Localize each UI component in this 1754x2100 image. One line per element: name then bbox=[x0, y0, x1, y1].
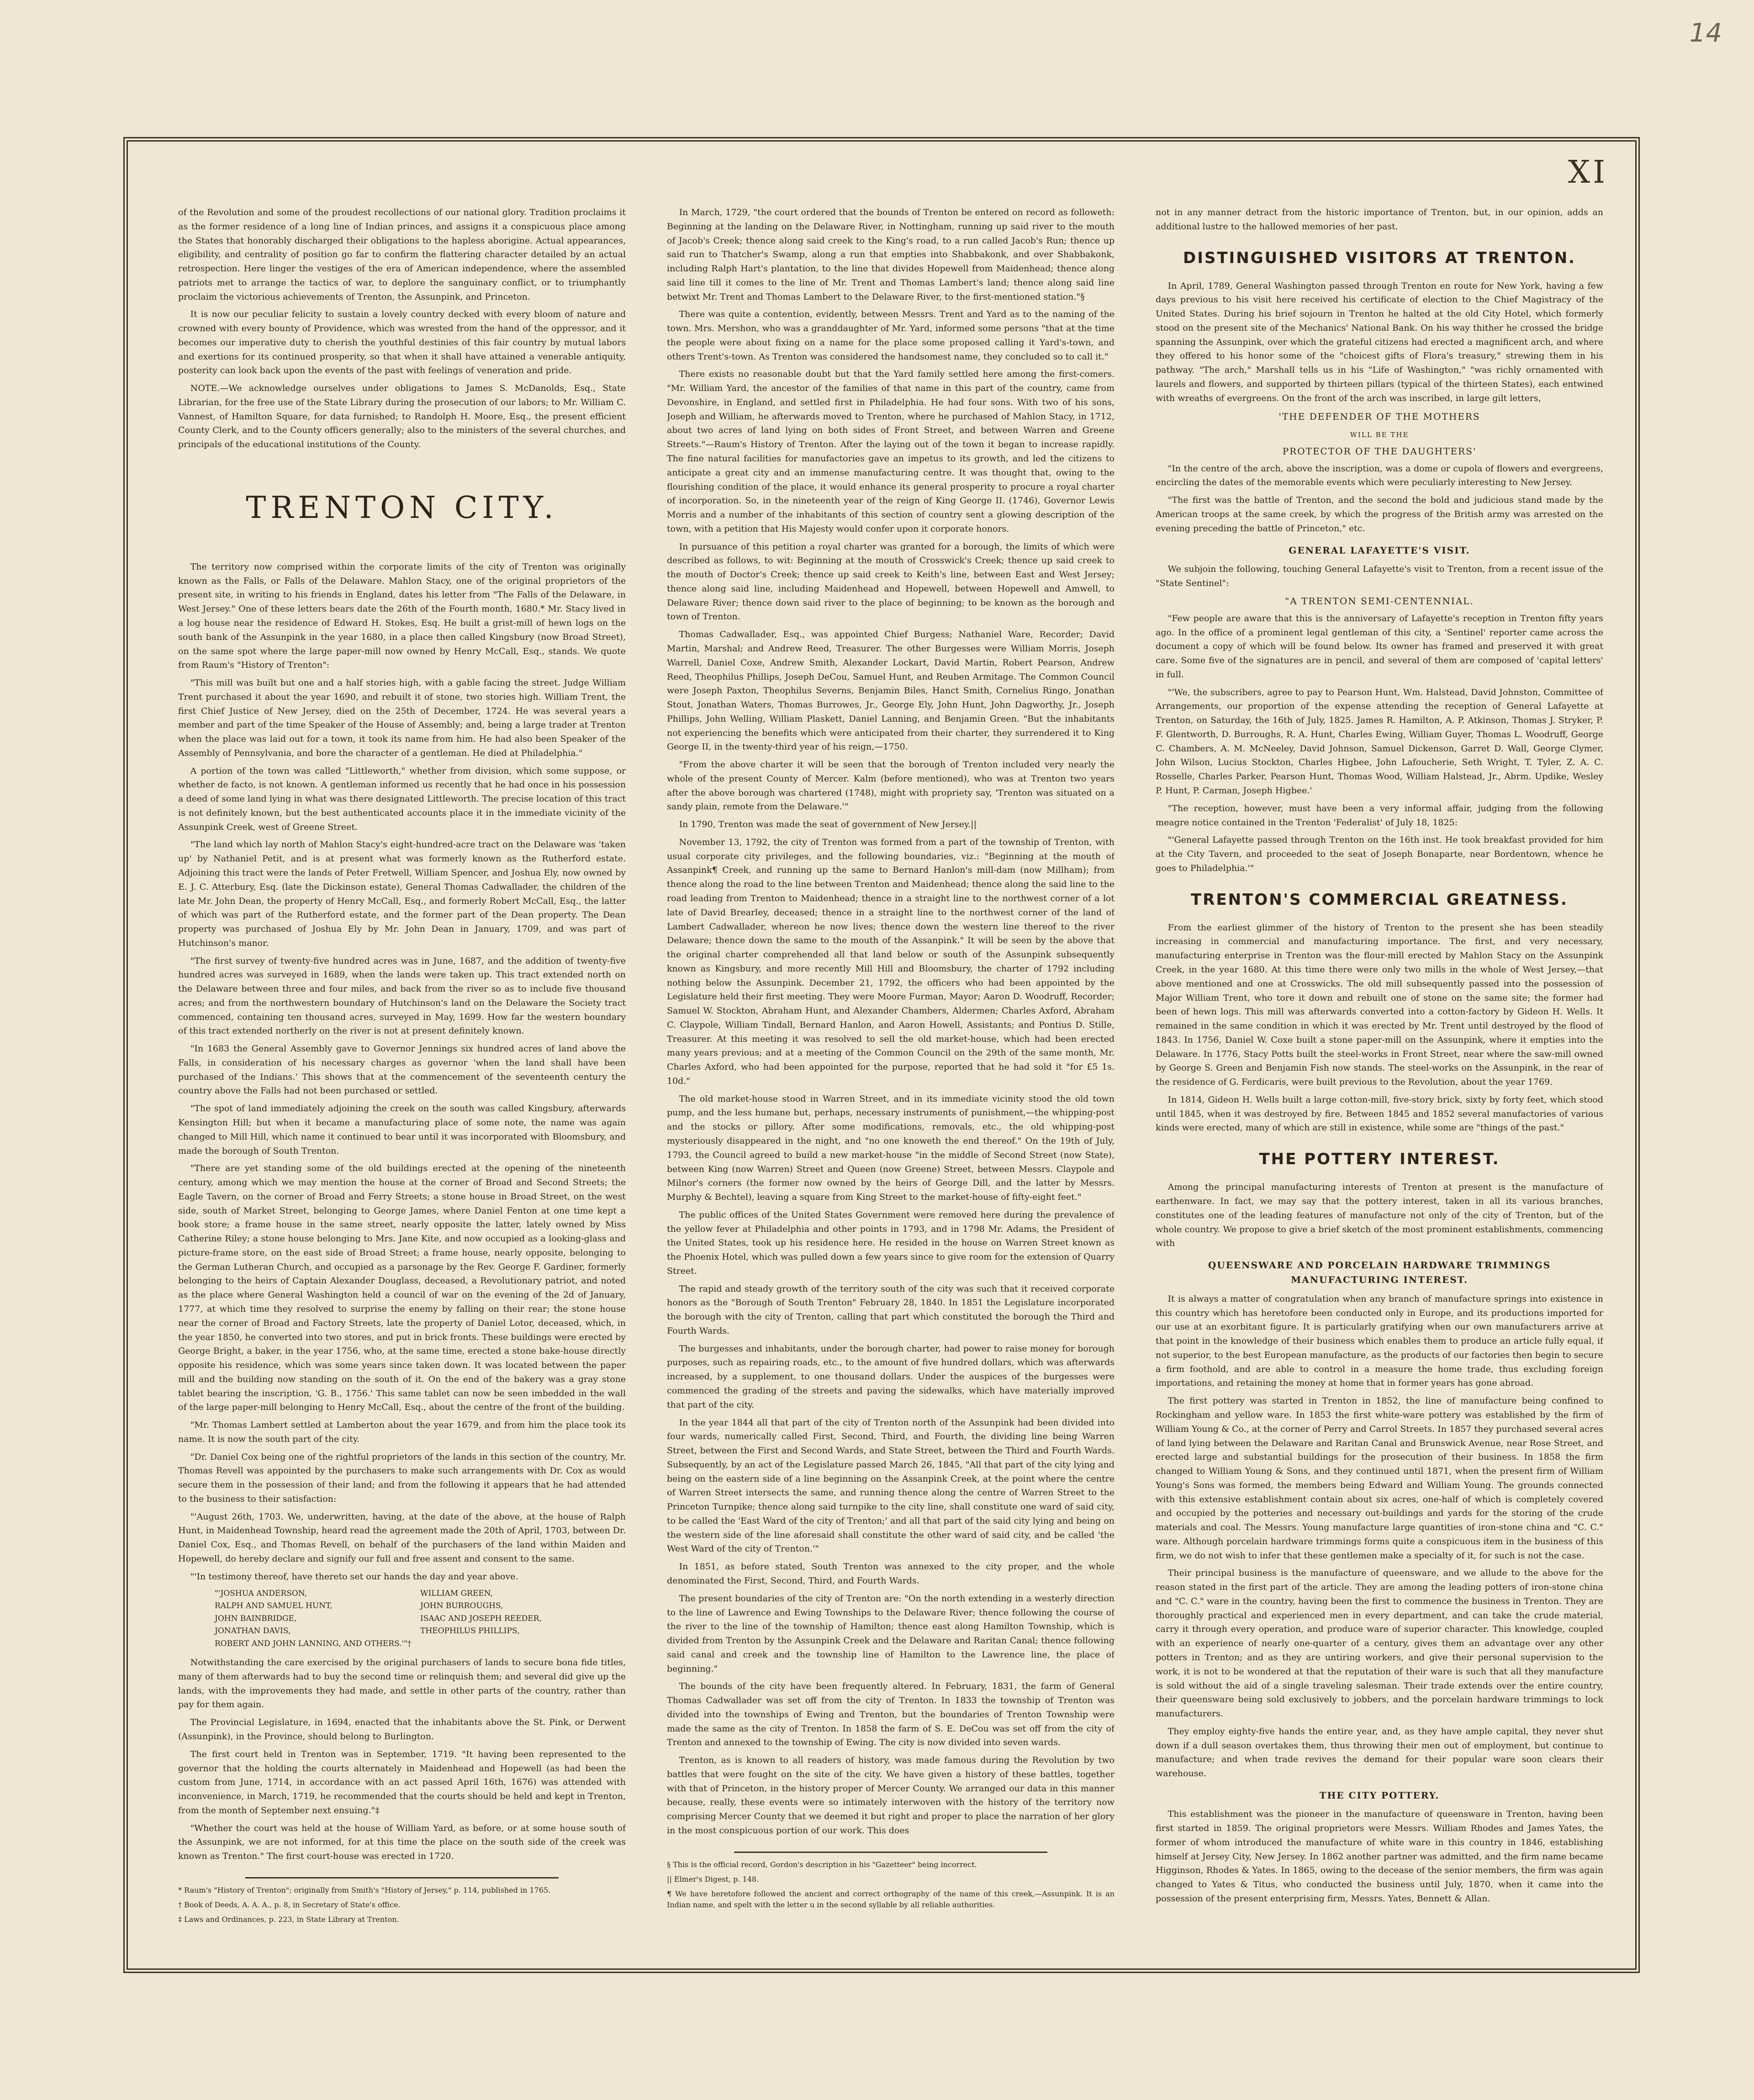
lafayette-p: "'General Lafayette passed through Trenton on the 16th inst. He took breakfast provided for him at the City Tavern, and proceeded to the seat of Joseph Bonaparte, near Bordentown, whence he goes to Philadelphia.'" bbox=[1156, 835, 1603, 873]
left-body2-p: The Provincial Legislature, in 1694, enacted that the inhabitants above the St. Pink, or Derwent (Assunpink), in the Province, should belong to Burlington. bbox=[178, 1717, 626, 1741]
left-body-p: "This mill was built but one and a half stories high, with a gable facing the street. Judge William Trent purchased it about the year 1690, and rebuilt it of stone, two stories high. William Trent, the first Chief Justice of New Jersey, died on the 25th of December, 1724. He was several years a member and part of the time Speaker of the House of Assembly; and, being a large trader at Trenton when the place was laid out for a town, it took its name from him. He had also been Speaker of the Assembly of Pennsylvania, and bore the character of a gentleman. He died at Philadelphia." bbox=[178, 678, 626, 758]
left-body-p: "The first survey of twenty-five hundred acres was in June, 1687, and the addition of twenty-five hundred acres was surveyed in 1689, when the lands were taken up. This tract extended north on the Delaware between three and four miles, and back from the river so as to include five thousand acres; and from the northwestern boundary of Hutchinson's land on the Delaware the Society tract commenced, containing ten thousand acres, surveyed in May, 1699. How far the western boundary of this tract extended northerly on the river is not at present definitely known. bbox=[178, 955, 626, 1036]
signatory: ROBERT AND JOHN LANNING, AND OTHERS.'"† bbox=[215, 1639, 412, 1648]
left-intro-2: It is now our peculiar felicity to sustain a lovely country decked with every bloom of nature and crowned with every bounty of Providence, which was wrested from the hand of the oppressor, and it becomes our imperative duty to cherish the youthful destinies of this fair country by mutual labors and exertions for its continued prosperity, so that when it shall have attained a venerable antiquity, posterity can look back upon the events of the past with feelings of veneration and pride. bbox=[178, 309, 626, 376]
left-note: NOTE.—We acknowledge ourselves under obligations to James S. McDanolds, Esq., State Librarian, for the free use of the State Library during the prosecution of our labors; to Mr. William C. Vannest, of Hamilton Square, for data furnished; to Randolph H. Moore, Esq., the present efficient County Clerk, and to the County officers generally; also to the ministers of the several churches, and principals of the educational institutions of the County. bbox=[178, 383, 626, 450]
left-body-p: "'In testimony thereof, have thereto set our hands the day and year above. bbox=[190, 1571, 518, 1582]
semi-centennial-heading: "A TRENTON SEMI-CENTENNIAL. bbox=[1285, 596, 1474, 607]
commercial-p: In 1814, Gideon H. Wells built a large cotton-mill, five-story brick, sixty by forty feet, which stood until 1845, when it was destroyed by fire. Between 1845 and 1852 several manufactories of various kinds were erected, many of which are still in existence, while some are "things of the past." bbox=[1156, 1094, 1603, 1133]
trenton-city-title: TRENTON CITY. bbox=[246, 490, 558, 526]
queensware-p: The first pottery was started in Trenton in 1852, the line of manufacture being confined to Rockingham and yellow ware. In 1853 the first white-ware pottery was established by the firm of William Young & Co., at the corner of Perry and Carrol Streets. In 1857 they purchased several acres of land lying between the Delaware and Raritan Canal and Brunswick Avenue, near Rose Street, and erected large and substantial buildings for the prosecution of their business. In 1858 the firm changed to William Young & Sons, and they continued until 1871, when the present firm of William Young's Sons was formed, the members being Edward and William Young. The grounds connected with this extensive establishment contain about six acres, one-half of which is completely covered and occupied by the potteries and necessary out-buildings and yards for the storing of the crude materials and coal. The Messrs. Young manufacture large quantities of iron-stone china and "C. C." ware. Although porcelain hardware trimmings forms quite a conspicuous item in the business of this firm, we do not wish to infer that these gentlemen make a specialty of it, for such is not the case. bbox=[1156, 1396, 1603, 1561]
middle-body-p: In March, 1729, "the court ordered that the bounds of Trenton be entered on record as followeth: Beginning at the landing on the Delaware River, in Nottingham, running up said river to the mouth of Jacob's Creek; thence along said creek to the King's road, to a run called Jacob's Run; thence up said run to Thatcher's Swamp, along a run that empties into Shabbakonk, and over Shabbakonk, including Ralph Hart's plantation, to the line that divides Hopewell from Maidenhead; thence along said line till it comes to the line of Mr. Trent and Thomas Lambert's land; thence along said line betwixt Mr. Trent and Thomas Lambert to the Delaware River, to the first-mentioned station."§ bbox=[667, 207, 1115, 302]
left-body-p: "The land which lay north of Mahlon Stacy's eight-hundred-acre tract on the Delaware was 'taken up' by Nathaniel Petit, and is at present what was formerly known as the Rutherford estate. Adjoining this tract were the lands of Peter Fretwell, William Spencer, and Joshua Ely, now owned by E. J. C. Atterbury, Esq. (late the Dickinson estate), General Thomas Cadwallader, the children of the late Mr. John Dean, the property of Henry McCall, Esq., and formerly Robert McCall, Esq., the latter of which was part of the Rutherford estate, and the former part of the Dean property. The Dean property was purchased of Joshua Ely by Mr. John Dean in January, 1709, and was part of Hutchinson's manor. bbox=[178, 839, 626, 948]
left-body-p: "Mr. Thomas Lambert settled at Lamberton about the year 1679, and from him the place took its name. It is now the south part of the city. bbox=[178, 1420, 626, 1444]
middle-body-p: November 13, 1792, the city of Trenton was formed from a part of the township of Trenton, with usual corporate city privileges, and the following boundaries, viz.: "Beginning at the mouth of Assanpink¶ Creek, and running up the same to Bernard Hanlon's mill-dam (now Millham); from thence along the road to the line between Trenton and Maidenhead; thence along the said line to the road leading from Trenton to Maidenhead; thence in a straight line to the northwest corner of a lot late of David Brearley, deceased; thence in a straight line to the northwest corner of the land of Lambert Cadwallader, whereon he now lives; thence down the western line thereof to the river Delaware; thence down the same to the mouth of the Assanpink." It will be seen by the above that the original charter comprehended all that land below or south of the Assunpink subsequently known as Kingsbury, and more recently Mill Hill and Bloomsbury, the charter of 1792 including nothing below the Assunpink. December 21, 1792, the officers who had been appointed by the Legislature held their first meeting. They were Moore Furman, Mayor; Aaron D. Woodruff, Recorder; Samuel W. Stockton, Abraham Hunt, and Alexander Chambers, Aldermen; Charles Axford, Abraham C. Claypole, William Tindall, Bernard Hanlon, and Aaron Howell, Assistants; and Pontius D. Stille, Treasurer. At this meeting it was resolved to sell the old market-house, which had been erected many years previous; and at a meeting of the Common Council on the 29th of the same month, Mr. Charles Axford, who had been appointed for the purpose, reported that he had sold it "for £5 1s. 10d." bbox=[667, 837, 1115, 1086]
city-pottery-p: This establishment was the pioneer in the manufacture of queensware in Trenton, having been first started in 1859. The original proprietors were Messrs. William Rhodes and James Yates, the former of whom introduced the manufacture of white ware in this country in 1846, establishing himself at Jersey City, New Jersey. In 1862 another partner was admitted, and the firm name became Higginson, Rhodes & Yates. In 1865, owing to the decease of the senior members, the firm was again changed to Yates & Titus, who conducted the business until July, 1870, when it came into the possession of the present enterprising firm, Messrs. Yates, Bennett & Allan. bbox=[1156, 1809, 1603, 1904]
signatory: WILLIAM GREEN, bbox=[420, 1588, 493, 1598]
signatories bbox=[215, 1588, 626, 1651]
footnote: ‡ Laws and Ordinances, p. 223, in State Library at Trenton. bbox=[178, 1915, 399, 1924]
left-body-p: "In 1683 the General Assembly gave to Governor Jennings six hundred acres of land above the Falls, in consideration of his necessary charges as governor 'when the land shall have been purchased of the Indians.' This shows that at the commencement of the seventeenth century the country above the Falls had not been purchased or settled. bbox=[178, 1044, 626, 1096]
signatory: RALPH AND SAMUEL HUNT, bbox=[215, 1601, 333, 1611]
middle-body-p: There exists no reasonable doubt but that the Yard family settled here among the first-comers. "Mr. William Yard, the ancestor of the families of that name in this part of the country, came from Devonshire, in England, and settled first in Philadelphia. He had four sons. With two of his sons, Joseph and William, he afterwards moved to Trenton, where he purchased of Mahlon Stacy, in 1712, about two acres of land lying on both sides of Front Street, and between Warren and Greene Streets."—Raum's History of Trenton. After the laying out of the town it began to increase rapidly. The fine natural facilities for manufactories gave an impetus to its growth, and led the citizens to anticipate a great city and an immense manufacturing centre. It was thought that, owing to the flourishing condition of the place, it would enhance its general prosperity to procure a royal charter of incorporation. So, in the nineteenth year of the reign of King George II. (1746), Governor Lewis Morris and a number of the inhabitants of this section of country sent a glowing description of the town, with a petition that His Majesty would confer upon it corporate honors. bbox=[667, 369, 1115, 534]
signatory: THEOPHILUS PHILLIPS, bbox=[420, 1626, 520, 1636]
middle-body-p: The rapid and steady growth of the territory south of the city was such that it received corporate honors as the "Borough of South Trenton" February 28, 1840. In 1851 the Legislature incorporated the borough with the city of Trenton, calling that part which constituted the borough the Third and Fourth Wards. bbox=[667, 1283, 1115, 1336]
middle-body-p: In pursuance of this petition a royal charter was granted for a borough, the limits of which were described as follows, to wit: Beginning at the mouth of Crosswick's Creek; thence up said creek to the mouth of Doctor's Creek; thence up said creek to Keith's line, between East and West Jersey; thence along said line, including Maidenhead and Hopewell, between Hopewell and Amwell, to Delaware River; thence down said river to the place of beginning; to be known as the borough and town of Trenton. bbox=[667, 541, 1115, 622]
signatory: JOHN BAINBRIDGE, bbox=[215, 1614, 297, 1623]
left-body-p: "The spot of land immediately adjoining the creek on the south was called Kingsbury, afterwards Kensington Hill; but when it became a manufacturing place of some note, the name was again changed to Mill Hill, which name it continued to bear until it was incorporated with Bloomsbury, and made the borough of South Trenton. bbox=[178, 1103, 626, 1156]
middle-body-p: The public offices of the United States Government were removed here during the prevalence of the yellow fever at Philadelphia and other points in 1793, and in 1798 Mr. Adams, the President of the United States, took up his residence here. He resided in the house on Warren Street known as the Phoenix Hotel, which was pulled down a few years since to give room for the extension of Quarry Street. bbox=[667, 1209, 1115, 1276]
middle-body-p: In 1851, as before stated, South Trenton was annexed to the city proper, and the whole denominated the First, Second, Third, and Fourth Wards. bbox=[667, 1562, 1115, 1586]
lafayette-p: "'We, the subscribers, agree to pay to Pearson Hunt, Wm. Halstead, David Johnston, Committee of Arrangements, our proportion of the expense attending the reception of General Lafayette at Trenton, on Saturday, the 16th of July, 1825. James R. Hamilton, A. P. Atkinson, Thomas J. Stryker, P. F. Glentworth, D. Burroughs, R. A. Hunt, Charles Ewing, William Guyer, Thomas L. Woodruff, George C. Chambers, A. M. McNeeley, David Johnson, Samuel Dickenson, Garret D. Wall, George Clymer, John Wilson, Lucius Stockton, Charles Higbee, John Lafoucherie, Seth Wright, T. Tyler, Z. A. C. Rosselle, Charles Parker, Pearson Hunt, Thomas Wood, William Halstead, Jr., Abrm. Updike, Wesley P. Hunt, P. Carman, Joseph Higbee.' bbox=[1156, 687, 1603, 796]
left-column bbox=[178, 206, 626, 1936]
text-columns bbox=[178, 206, 1603, 1936]
visitors-p: "The first was the battle of Trenton, and the second the bold and judicious stand made by the American troops at the same creek, by which the progress of the British army was arrested on the evening preceding the battle of Princeton," etc. bbox=[1156, 495, 1603, 533]
inscription-line: WILL BE THE bbox=[1350, 430, 1409, 439]
left-body2-p: The first court held in Trenton was in September, 1719. "It having been represented to the governor that the holding the courts alternately in Maidenhead and Hopewell (as had been the custom from June, 1714, in accordance with an act passed April 16th, 1676) was attended with inconvenience, in March, 1719, he recommended that the courts should be held and kept in Trenton, from the month of September next ensuing."‡ bbox=[178, 1749, 626, 1815]
left-body2-p: "Whether the court was held at the house of William Yard, as before, or at some house south of the Assunpink, we are not informed, for at this time the place on the south side of the creek was known as Trenton." The first court-house was erected in 1720. bbox=[178, 1823, 626, 1862]
lafayette-heading: GENERAL LAFAYETTE'S VISIT. bbox=[1289, 544, 1470, 556]
queensware-p: It is always a matter of congratulation when any branch of manufacture springs into existence in this country which has heretofore been conducted only in Europe, and its productions imported for our use at an exorbitant figure. It is particularly gratifying when our own manufacturers arrive at that point in the knowledge of their business which enables them to produce an article fully equal, if not superior, to the best European manufacture, as the products of our factories then begin to secure a firm foothold, and are able to control in a measure the home trade, thus excluding foreign importations, and retaining the money at home that in former years has gone abroad. bbox=[1156, 1293, 1603, 1388]
footnote: ¶ We have heretofore followed the ancient and correct orthography of the name of this creek,—Assunpink. It is an Indian name, and spelt with the letter u in the second syllable by all reliable authorities. bbox=[667, 1889, 1115, 1909]
footnote: * Raum's "History of Trenton"; originally from Smith's "History of Jersey," p. 114, published in 1765. bbox=[178, 1885, 551, 1894]
roman-page-number: XI bbox=[1568, 154, 1608, 190]
left-body-p: The territory now comprised within the corporate limits of the city of Trenton was originally known as the Falls, or Falls of the Delaware. Mahlon Stacy, one of the original proprietors of the present site, in writing to his friends in England, dates his letter from "The Falls of the Delaware, in West Jersey." One of these letters bears date the 26th of the Fourth month, 1680.* Mr. Stacy lived in a log house near the residence of Edward H. Stokes, Esq. He built a grist-mill of hewn logs on the south bank of the Assunpink in the year 1680, in a place then called Kingsbury (now Broad Street), on the same spot where the large paper-mill now owned by Henry McCall, Esq., stands. We quote from Raum's "History of Trenton": bbox=[178, 561, 626, 670]
middle-body-p: The bounds of the city have been frequently altered. In February, 1831, the farm of General Thomas Cadwallader was set off from the city of Trenton. In 1833 the township of Trenton was divided into the townships of Ewing and Trenton, but the boundaries of Trenton Township were made the same as the city of Trenton. In 1858 the farm of S. E. DeCou was set off from the city of Trenton and annexed to the township of Ewing. The city is now divided into seven wards. bbox=[667, 1681, 1115, 1748]
footnote: || Elmer's Digest, p. 148. bbox=[667, 1874, 759, 1884]
middle-body-p: In the year 1844 all that part of the city of Trenton north of the Assunpink had been divided into four wards, numerically called First, Second, Third, and Fourth, the dividing line being Warren Street, between the First and Second Wards, and State Street, between the Third and Fourth Wards. Subsequently, by an act of the Legislature passed March 26, 1845, "All that part of the city lying and being on the eastern side of a line beginning on the Assanpink Creek, at the point where the centre of Warren Street intersects the same, and running thence along the centre of Warren Street to the Princeton Turnpike; thence along said turnpike to the city line, shall constitute one ward of said city, to be called the 'East Ward of the city of Trenton;' and all that part of the said city lying and being on the western side of the line aforesaid shall constitute the other ward of said city, and be called 'the West Ward of the city of Trenton.'" bbox=[667, 1417, 1115, 1554]
lafayette-p: "The reception, however, must have been a very informal affair, judging from the following meagre notice contained in the Trenton 'Federalist' of July 18, 1825: bbox=[1156, 803, 1603, 828]
visitors-p: In April, 1789, General Washington passed through Trenton en route for New York, having a few days previous to his visit here received his certificate of election to the Chief Magistracy of the United States. During his brief sojourn in Trenton he halted at the old City Hotel, which formerly stood on the present site of the Mechanics' National Bank. On his way thither he crossed the bridge spanning the Assunpink, over which the grateful citizens had erected a magnificent arch, and where they offered to his honor some of the "choicest gifts of Flora's treasury," strewing them in his pathway. "The arch," Marshall tells us in his "Life of Washington," "was richly ornamented with laurels and flowers, and supported by thirteen pillars (typical of the thirteen States), each entwined with wreaths of evergreens. On the front of the arch was inscribed, in large gilt letters, bbox=[1156, 280, 1603, 403]
middle-body-p: There was quite a contention, evidently, between Messrs. Trent and Yard as to the naming of the town. Mrs. Mershon, who was a granddaughter of Mr. Yard, informed some persons "that at the time the people were about fixing on a name for the place some proposed calling it Yard's-town, and others Trent's-town. As Trenton was considered the handsomest name, they concluded so to call it." bbox=[667, 309, 1115, 362]
left-body2-p: Notwithstanding the care exercised by the original purchasers of lands to secure bona fide titles, many of them afterwards had to buy the second time or relinquish them; and several did give up the lands, with the improvements they had made, and settle in other parts of the country, rather than pay for them again. bbox=[178, 1657, 626, 1710]
page-frame bbox=[123, 137, 1640, 1973]
queensware-p: Their principal business is the manufacture of queensware, and we allude to the above for the reason stated in the first part of the article. They are among the leading potters of iron-stone china and "C. C." ware in the country, having been the first to commence the business in Trenton. They are thoroughly practical and experienced men in every department, and can take the crude material, carry it through every operation, and produce ware of superior character. This knowledge, coupled with an experience of nearly one-quarter of a century, gives them an advantage over any other potters in Trenton; and as they are untiring workers, and give their personal supervision to the work, it is not to be wondered at that the reputation of their ware is such that all they manufacture is sold without the aid of a single traveling salesman. Their trade extends over the entire country, their queensware being sold exclusively to jobbers, and the porcelain hardware trimmings to lock manufacturers. bbox=[1156, 1568, 1603, 1719]
footnote: § This is the official record, Gordon's description in his "Gazetteer" being incorrect. bbox=[667, 1860, 977, 1869]
left-body-p: "There are yet standing some of the old buildings erected at the opening of the nineteenth century, among which we may mention the house at the corner of Broad and Second Streets; the Eagle Tavern, on the corner of Broad and Ferry Streets; a stone house in Broad Street, on the west side, south of Market Street, belonging to George James, where Daniel Fenton at one time kept a book store; a frame house in the same street, nearly opposite the latter, lately owned by Miss Catherine Riley; a stone house belonging to Mrs. Jane Kite, and now occupied as a looking-glass and picture-frame store, on the east side of Broad Street; a frame house, nearly opposite, belonging to the German Lutheran Church, and occupied as a parsonage by the Rev. George F. Gardiner, formerly belonging to the heirs of Captain Alexander Douglass, deceased, a Revolutionary patriot, and noted as the place where General Washington held a council of war on the evening of the 2d of January, 1777, at which time they resolved to surprise the enemy by falling on their rear; the stone house near the corner of Broad and Factory Streets, late the property of Daniel Lotor, deceased, which, in the year 1850, he converted into two stores, and put in brick fronts. These buildings were erected by George Bright, a baker, in the year 1756, who, at the same time, erected a stone bake-house directly opposite his residence, which was some years since taken down. It was located between the paper mill and the building now standing on the south of it. On the end of the bakery was a gray stone tablet bearing the inscription, 'G. B., 1756.' This same tablet can now be seen imbedded in the wall of the large paper-mill belonging to Henry McCall, Esq., about the centre of the front of the building. bbox=[178, 1163, 626, 1413]
visitors-heading: DISTINGUISHED VISITORS AT TRENTON. bbox=[1183, 248, 1576, 267]
corner-page-number: 14 bbox=[1689, 18, 1722, 48]
middle-body-p: The burgesses and inhabitants, under the borough charter, had power to raise money for borough purposes, such as repairing roads, etc., to the amount of five hundred dollars, which was afterwards increased, by a supplement, to one thousand dollars. Under the auspices of the burgesses were commenced the grading of the streets and paving the sidewalks, which have materially improved that part of the city. bbox=[667, 1343, 1115, 1410]
right-column bbox=[1156, 206, 1603, 1936]
lafayette-p: "Few people are aware that this is the anniversary of Lafayette's reception in Trenton fifty years ago. In the office of a prominent legal gentleman of this city, a 'Sentinel' reporter came across the document a copy of which will be found below. Its owner has framed and preserved it with great care. Some five of the signatures are in pencil, and several of them are composed of 'capital letters' in full. bbox=[1156, 613, 1603, 680]
left-intro-1: of the Revolution and some of the proudest recollections of our national glory. Tradition proclaims it as the former residence of a long line of Indian princes, and assigns it a conspicuous place among the States that honorably discharged their obligations to the hapless aborigine. Actual appearances, eligibility, and centrality of position go far to confirm the flattering character detailed by an actual retrospection. Here linger the vestiges of the era of American independence, where the assembled patriots met to arrange the tactics of war, to deplore the sanguinary conflict, or to triumphantly proclaim the victorious achievements of Trenton, the Assunpink, and Princeton. bbox=[178, 207, 626, 302]
commercial-p: From the earliest glimmer of the history of Trenton to the present she has been steadily increasing in commercial and manufacturing importance. The first, and very necessary, manufacturing enterprise in Trenton was the flour-mill erected by Mahlon Stacy on the Assunpink Creek, in the year 1680. At this time there were only two mills in the whole of West Jersey,—that above mentioned and one at Crosswicks. The old mill subsequently passed into the possession of Major William Trent, who tore it down and rebuilt one of stone on the same site; the former had been of hewn logs. This mill was afterwards converted into a cotton-factory by Gideon H. Wells. It remained in the same condition in which it was erected by Mr. Trent until destroyed by the flood of 1843. In 1756, Daniel W. Coxe built a stone paper-mill on the Assunpink, where it empties into the Delaware. In 1776, Stacy Potts built the steel-works in Front Street, near where the saw-mill owned by George S. Green and Benjamin Fish now stands. The steel-works on the Assunpink, in the rear of the residence of G. Ferdicaris, were built previous to the Revolution, about the year 1769. bbox=[1156, 922, 1603, 1087]
middle-body-p: The old market-house stood in Warren Street, and in its immediate vicinity stood the old town pump, and the less humane but, perhaps, necessary instruments of punishment,—the whipping-post and the stocks or pillory. After some modifications, removals, etc., the old whipping-post mysteriously disappeared in the night, and "no one knoweth the end thereof." On the 19th of July, 1793, the Council agreed to build a new market-house "in the middle of Second Street (now State), between King (now Warren) Street and Queen (now Greene) Street, between Messrs. Claypole and Milnor's corners (the former now owned by the heirs of George Dill, and the latter by Messrs. Murphy & Bechtel), leaving a square from King Street to the market-house of fifty-eight feet." bbox=[667, 1093, 1115, 1203]
middle-body-p: "From the above charter it will be seen that the borough of Trenton included very nearly the whole of the present County of Mercer. Kalm (before mentioned), who was at Trenton two years after the above borough was chartered (1748), might with propriety say, 'Trenton was situated on a sandy plain, remote from the Delaware.'" bbox=[667, 760, 1115, 812]
signatory: JONATHAN DAVIS, bbox=[215, 1626, 291, 1636]
inscription-line: 'THE DEFENDER OF THE MOTHERS bbox=[1279, 411, 1480, 422]
right-intro: not in any manner detract from the historic importance of Trenton, but, in our opinion, adds an additional lustre to the hallowed memories of her past. bbox=[1156, 207, 1603, 232]
left-body-p: A portion of the town was called "Littleworth," whether from division, which some suppose, or whether de facto, is not known. A gentleman informed us recently that he had once in his possession a deed of some land lying in what was there designated Littleworth. The precise location of this tract is not definitely known, but the best authenticated accounts place it in the immediate vicinity of the Assunpink Creek, west of Greene Street. bbox=[178, 765, 626, 832]
pottery-heading: THE POTTERY INTEREST. bbox=[1259, 1150, 1500, 1169]
middle-body-p: Trenton, as is known to all readers of history, was made famous during the Revolution by two battles that were fought on the site of the city. We have given a history of these battles, together with that of Princeton, in the history proper of Mercer County. We arranged our data in this manner because, really, these events were so intimately interwoven with the history of the territory now comprising Mercer County that we deemed it but right and proper to place the narration of her glory in the most conspicuous portion of our work. This does bbox=[667, 1755, 1115, 1836]
footnote-rule bbox=[245, 1877, 559, 1878]
commercial-heading: TRENTON'S COMMERCIAL GREATNESS. bbox=[1191, 890, 1568, 909]
visitors-p: "In the centre of the arch, above the inscription, was a dome or cupola of flowers and evergreens, encircling the dates of the memorable events which were peculiarly interesting to New Jersey. bbox=[1156, 463, 1603, 488]
signatory: ISAAC AND JOSEPH REEDER, bbox=[420, 1614, 542, 1623]
middle-column bbox=[667, 206, 1115, 1936]
pottery-p: Among the principal manufacturing interests of Trenton at present is the manufacture of earthenware. In fact, we may say that the pottery interest, taken in all its various branches, constitutes one of the leading features of manufacture not only of the city of Trenton, but of the whole country. We propose to give a brief sketch of the most prominent establishments, commencing with bbox=[1156, 1182, 1603, 1249]
left-body-p: "'August 26th, 1703. We, underwritten, having, at the date of the above, at the house of Ralph Hunt, in Maidenhead Township, heard read the agreement made the 20th of April, 1703, between Dr. Daniel Cox, Esq., and Thomas Revell, on behalf of the purchasers of the land within Maiden and Hopewell, do hereby declare and signify our full and free assent and consent to the same. bbox=[178, 1511, 626, 1564]
lafayette-p: We subjoin the following, touching General Lafayette's visit to Trenton, from a recent issue of the "State Sentinel": bbox=[1156, 564, 1603, 588]
city-pottery-heading: THE CITY POTTERY. bbox=[1319, 1789, 1440, 1801]
middle-body-p: In 1790, Trenton was made the seat of government of New Jersey.|| bbox=[679, 819, 977, 830]
footnote: † Book of Deeds, A. A. A., p. 8, in Secretary of State's office. bbox=[178, 1900, 401, 1909]
signatory: "'JOSHUA ANDERSON, bbox=[215, 1588, 307, 1598]
middle-body-p: Thomas Cadwallader, Esq., was appointed Chief Burgess; Nathaniel Ware, Recorder; David Martin, Marshal; and Andrew Reed, Treasurer. The other Burgesses were William Morris, Joseph Warrell, Daniel Coxe, Andrew Smith, Alexander Lockart, David Martin, Robert Pearson, Andrew Reed, Theophilus Phillips, Joseph DeCou, Samuel Hunt, and Reuben Armitage. The Common Council were Joseph Paxton, Theophilus Severns, Benjamin Biles, Hanct Smith, Cornelius Ringo, Jonathan Stout, Jonathan Waters, Thomas Burrowes, Jr., George Ely, John Hunt, John Dagworthy, Jr., Joseph Phillips, John Welling, William Plaskett, Daniel Lanning, and Benjamin Green. "But the inhabitants not experiencing the benefits which were anticipated from their charter, they surrendered it to King George II, in the twenty-third year of his reign,—1750. bbox=[667, 629, 1115, 752]
queensware-p: They employ eighty-five hands the entire year, and, as they have ample capital, they never shut down if a dull season overtakes them, thus throwing their men out of employment, but continue to manufacture; and when trade revives the demand for their popular ware soon clears their warehouse. bbox=[1156, 1726, 1603, 1779]
inscription-line: PROTECTOR OF THE DAUGHTERS' bbox=[1282, 446, 1477, 457]
footnote-rule bbox=[734, 1852, 1047, 1853]
signatory: JOHN BURROUGHS, bbox=[420, 1601, 503, 1611]
queensware-heading: QUEENSWARE AND PORCELAIN HARDWARE TRIMMINGS MANUFACTURING INTEREST. bbox=[1208, 1260, 1551, 1286]
left-body-p: "Dr. Daniel Cox being one of the rightful proprietors of the lands in this section of the country, Mr. Thomas Revell was appointed by the purchasers to make such arrangements with Dr. Cox as would secure them in the possession of their land; and from the following it appears that he had attended to the business to their satisfaction: bbox=[178, 1451, 626, 1504]
middle-body-p: The present boundaries of the city of Trenton are: "On the north extending in a westerly direction to the line of Lawrence and Ewing Townships to the Delaware River; thence following the course of the river to the line of the township of Hamilton; thence east along Hamilton Township, which is divided from Trenton by the Assunpink Creek and the Delaware and Raritan Canal; thence following said canal and creek and the township line of Hamilton to the Lawrence line, the place of beginning." bbox=[667, 1593, 1115, 1674]
